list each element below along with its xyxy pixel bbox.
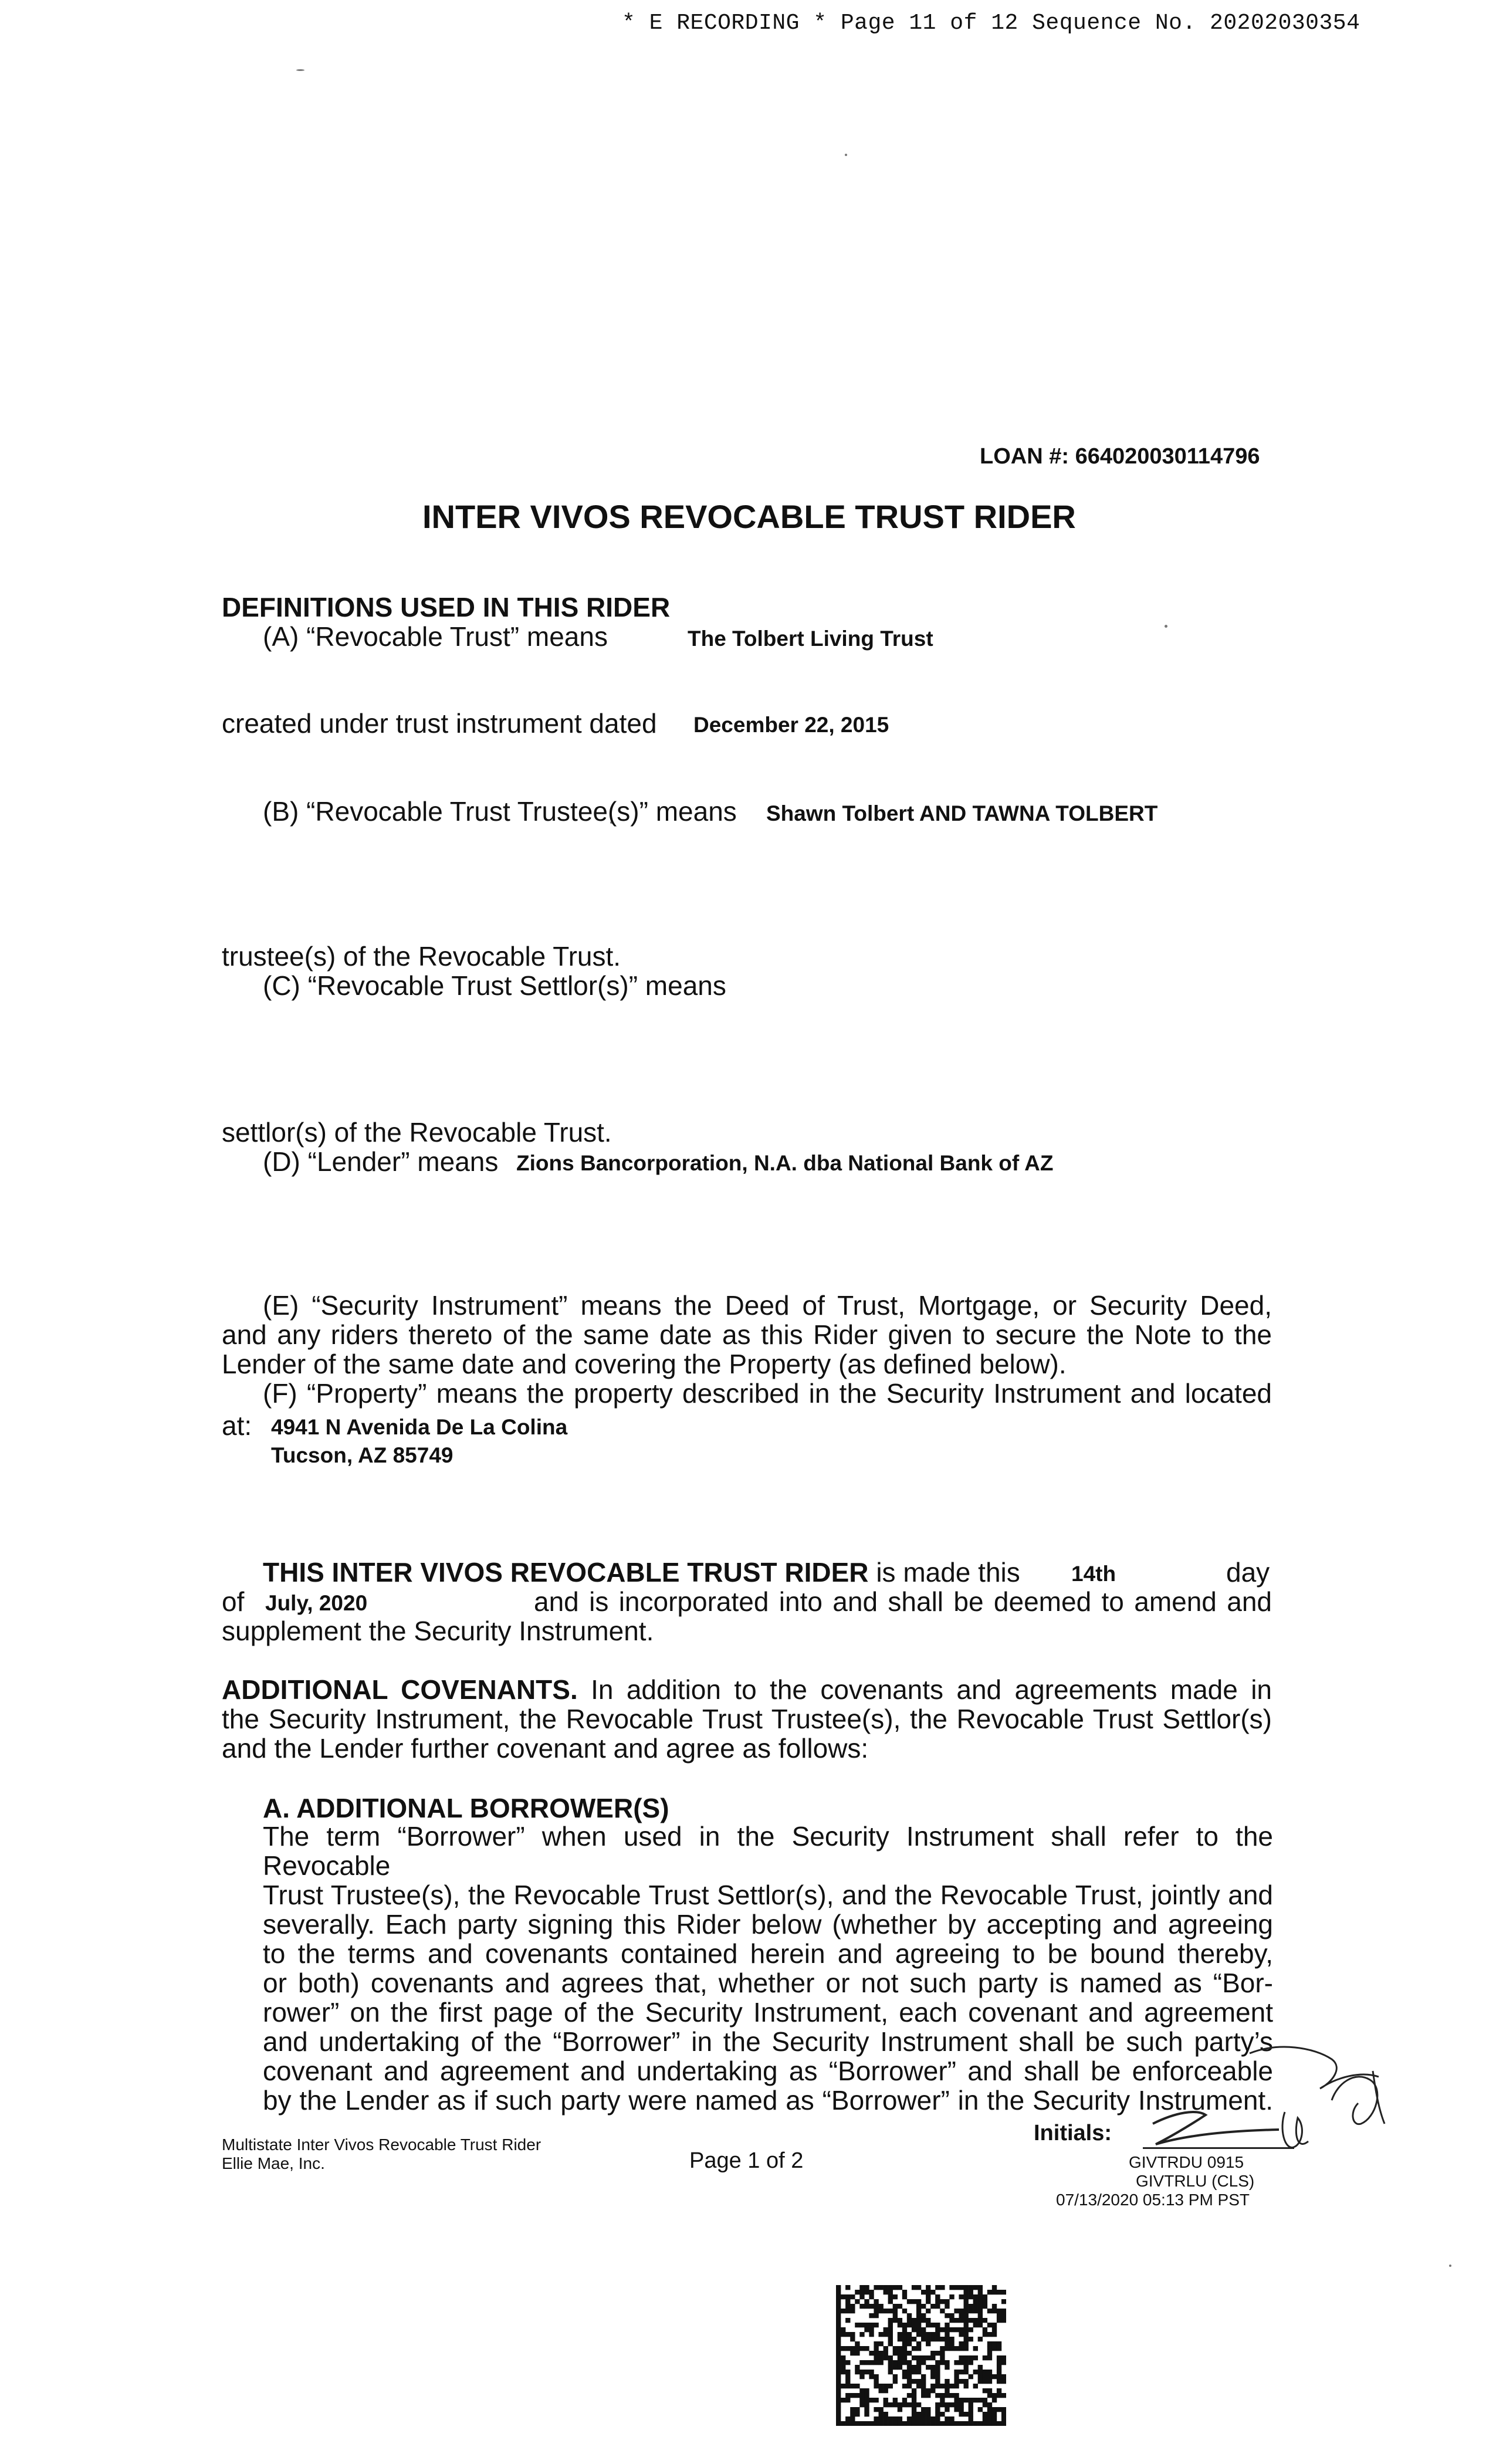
section-a-heading: A. ADDITIONAL BORROWER(S) [263, 1793, 669, 1823]
barcode [836, 2285, 1006, 2426]
covenants-lead: ADDITIONAL COVENANTS. [222, 1674, 578, 1705]
made-line2: supplement the Security Instrument. [222, 1616, 654, 1646]
is-made-this: is made this [876, 1557, 1020, 1588]
rider-made-lead: THIS INTER VIVOS REVOCABLE TRUST RIDER [263, 1557, 869, 1588]
section-a-line: to the terms and covenants contained herein and agreeing to be bound thereby, [263, 1938, 1273, 1969]
day-value: 14th [1071, 1562, 1116, 1586]
settlor-of-text: settlor(s) of the Revocable Trust. [222, 1117, 612, 1148]
loan-label: LOAN #: [980, 444, 1069, 469]
definition-a-label: (A) “Revocable Trust” means [263, 621, 608, 652]
definition-e-line: and any riders thereto of the same date as this Rider given to secure the Note to the [222, 1319, 1272, 1350]
footer-company: Ellie Mae, Inc. [222, 2154, 325, 2172]
section-a-line: by the Lender as if such party were named as “Borrower” in the Security Instrument. [263, 2085, 1273, 2116]
scan-speck [1449, 2265, 1451, 2267]
property-address-line2: Tucson, AZ 85749 [271, 1443, 453, 1467]
covenants-line1: In addition to the covenants and agreements made in [591, 1674, 1272, 1705]
made-rest-line1: and is incorporated into and shall be deemed to amend and [534, 1586, 1272, 1617]
definition-f-line: (F) “Property” means the property described in the Security Instrument and located [263, 1378, 1272, 1409]
footer-form-name: Multistate Inter Vivos Revocable Trust Rider [222, 2135, 541, 2154]
footer-page-number: Page 1 of 2 [689, 2148, 804, 2173]
scan-speck [296, 69, 304, 71]
section-a-line: or both) covenants and agrees that, whether or not such party is named as “Bor- [263, 1968, 1273, 1998]
section-a-line: Trust Trustee(s), the Revocable Trust Settlor(s), and the Revocable Trust, jointly and [263, 1880, 1273, 1910]
covenants-line2: the Security Instrument, the Revocable Trust Trustee(s), the Revocable Trust Settlor(s) [222, 1704, 1272, 1734]
definition-e-paragraph [222, 1291, 1272, 1408]
initials-signature [1144, 2094, 1314, 2159]
trustee-of-text: trustee(s) of the Revocable Trust. [222, 941, 621, 972]
definition-d-label: (D) “Lender” means [263, 1146, 499, 1177]
section-a-line: and undertaking of the “Borrower” in the Security Instrument shall be such party’s [263, 2026, 1273, 2057]
definition-c-label: (C) “Revocable Trust Settlor(s)” means [263, 970, 726, 1001]
document-title: INTER VIVOS REVOCABLE TRUST RIDER [422, 498, 1076, 535]
section-a-line: severally. Each party signing this Rider below (whether by accepting and agreeing [263, 1909, 1273, 1940]
of-word: of [222, 1586, 245, 1617]
footer-code1: GIVTRDU 0915 [1129, 2153, 1244, 2171]
property-at-label: at: [222, 1410, 252, 1441]
scan-speck [1165, 625, 1167, 628]
barcode-graphic [836, 2285, 1006, 2426]
lender-value: Zions Bancorporation, N.A. dba National Bank of AZ [516, 1151, 1054, 1175]
definition-a-value: The Tolbert Living Trust [688, 627, 933, 651]
loan-number-line [980, 444, 1260, 469]
section-a-line: The term “Borrower” when used in the Security Instrument shall refer to the Revocable [263, 1821, 1273, 1881]
covenants-line3: and the Lender further covenant and agree as follows: [222, 1733, 869, 1764]
month-year-value: July, 2020 [265, 1591, 368, 1615]
loan-number: 664020030114796 [1075, 444, 1260, 469]
created-under-label: created under trust instrument dated [222, 708, 657, 739]
initials-label: Initials: [1034, 2121, 1112, 2145]
definitions-heading: DEFINITIONS USED IN THIS RIDER [222, 592, 671, 622]
definition-e-line: Lender of the same date and covering the Property (as defined below). [222, 1349, 1067, 1379]
footer-code2: GIVTRLU (CLS) [1136, 2172, 1255, 2190]
definition-b-value: Shawn Tolbert AND TAWNA TOLBERT [766, 801, 1158, 825]
footer-timestamp: 07/13/2020 05:13 PM PST [1056, 2191, 1250, 2209]
scan-speck [845, 154, 847, 156]
definition-b-label: (B) “Revocable Trust Trustee(s)” means [263, 796, 737, 827]
recording-header: * E RECORDING * Page 11 of 12 Sequence No. 20202030354 [622, 11, 1360, 36]
covenants-paragraph [222, 1675, 1272, 1763]
definition-e-line: (E) “Security Instrument” means the Deed of Trust, Mortgage, or Security Deed, [263, 1290, 1272, 1321]
day-word: day [1226, 1557, 1270, 1588]
property-address-line1: 4941 N Avenida De La Colina [271, 1415, 568, 1439]
section-a-line: covenant and agreement and undertaking as “Borrower” and shall be enforceable [263, 2056, 1273, 2086]
made-this-line [263, 1558, 1020, 1587]
section-a-paragraph [263, 1822, 1273, 2115]
section-a-line: rower” on the first page of the Security Instrument, each covenant and agreement [263, 1997, 1273, 2028]
trust-date-value: December 22, 2015 [693, 713, 889, 737]
